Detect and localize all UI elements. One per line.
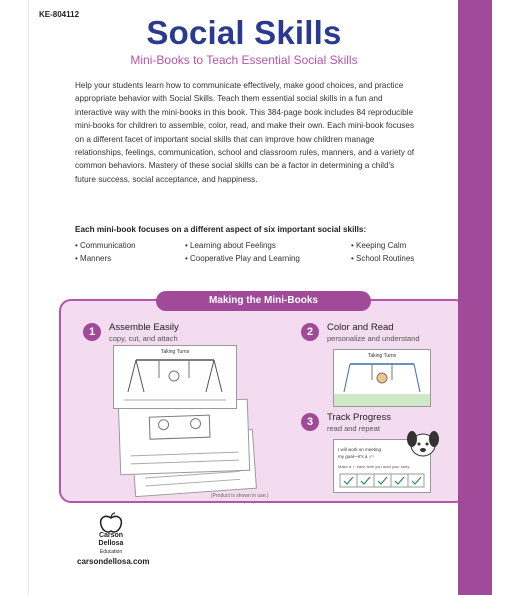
skill-manners: • Manners [75,254,112,263]
skill-keeping-calm: • Keeping Calm [351,241,407,250]
product-caption: (Product is shown in use.) [211,493,269,499]
step-2-number: 2 [301,323,319,341]
logo-line-3: Education [99,549,123,555]
step-3-title: Track Progress [327,412,392,423]
swing-set-illustration [114,346,236,408]
dog-icon [405,429,441,459]
book-title: Social Skills [146,14,342,51]
logo-line-1: Carson [98,532,124,539]
step-1-title: Assemble Easily [109,322,179,333]
step-2-subtitle: personalize and understand [327,334,420,343]
book-subtitle: Mini-Books to Teach Essential Social Skills [130,53,358,67]
step-1-number: 1 [83,323,101,341]
logo-line-2: Dellosa [98,540,124,547]
colored-mini-book-title: Taking Turns [367,353,397,359]
skill-cooperative-play: • Cooperative Play and Learning [185,254,300,263]
back-cover [28,0,459,595]
product-code: KE-804112 [39,10,80,19]
step-3-number: 3 [301,413,319,431]
progress-card-line-3: Make a ✓ each time you read your story. [338,464,411,469]
skill-school-routines: • School Routines [351,254,415,263]
step-3-subtitle: read and repeat [327,424,380,433]
progress-card-line-2: my goal—it's a ✓! [338,454,374,459]
purple-spine-band [458,0,492,595]
step-1-subtitle: copy, cut, and attach [109,334,178,343]
focus-heading: Each mini-book focuses on a different aspect of six important social skills: [75,225,367,234]
mini-book-page-front [113,345,237,409]
publisher-website: carsondellosa.com [77,557,150,566]
making-mini-books-panel [59,295,467,503]
mini-book-title: Taking Turns [160,349,190,355]
progress-card-line-1: I will work on meeting [338,447,382,452]
colored-mini-book-page [333,349,431,407]
skill-communication: • Communication [75,241,136,250]
picnic-illustration [119,400,249,474]
logo-wordmark [85,532,137,556]
step-2-title: Color and Read [327,322,394,333]
mini-book-page-middle [118,399,250,475]
skill-feelings: • Learning about Feelings [185,241,276,250]
intro-paragraph: Help your students learn how to communicate effectively, make good choices, and practice appropriate behavior with Social Skills. Teach them essential social skills in a fun and interactive way with the mini-books in this book. This 384-page book includes 84 reproducible mini-books for children to assemble, color, read, and make their own. Each mini-book focuses on a different facet of important social skills that can improve how children manage relationships, feelings, communication, school and classroom rules, manners, and a variety of common behaviors. Mastery of these social skills can be a factor in determining a child's future success, social acceptance, and happiness. [75,81,415,184]
panel-heading: Making the Mini-Books [156,291,371,311]
right-margin [492,0,520,595]
